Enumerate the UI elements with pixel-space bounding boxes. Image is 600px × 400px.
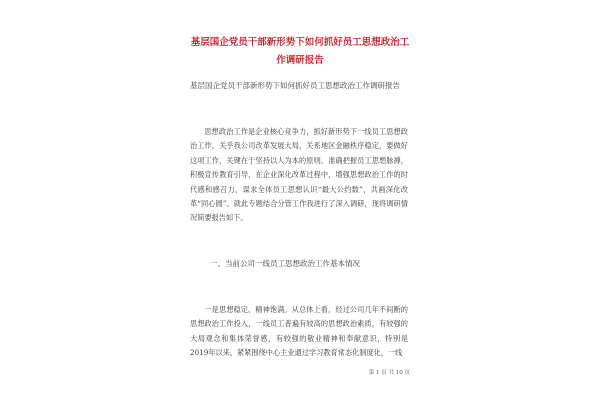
section-heading-1: 一、当前公司一线员工思想政治工作基本情况: [210, 259, 360, 268]
body-paragraph-1: 思想政治工作是企业核心竞争力，抓好新形势下一线员工思想政治工作，关乎我公司改革发展大局，关系地区金融秩序稳定，要做好这项工作，关键在于坚持以人为本的原则，准确把握员工思想脉搏，积极宣传教育引导，在企业深化改革过程中，增强思想政治工作的时代感和感召力，谋求全体员工思想认识“最大公约数”，共画深化改革“同心圆”。就此专题结合分管工作我进行了深入调研，现将调研情况简要报告如下。: [190, 127, 408, 223]
body-paragraph-2: 一是思想稳定、精神饱满。从总体上看，经过公司几年不间断的思想政治工作投入，一线员工普遍有较高的思想政治素质，有较强的大局观念和集体荣誉感，有较强的敬业精神和奉献意识，特别是2019年以来，紧紧围绕中心主业通过学习教育常态化制度化，一线: [190, 305, 408, 358]
document-subtitle: 基层国企党员干部新形势下如何抓好员工思想政治工作调研报告: [190, 81, 400, 90]
document-title: 基层国企党员干部新形势下如何抓好员工思想政治工作调研报告: [190, 37, 410, 66]
page-number-footer: 第 1 页 共 10 页: [368, 370, 410, 376]
